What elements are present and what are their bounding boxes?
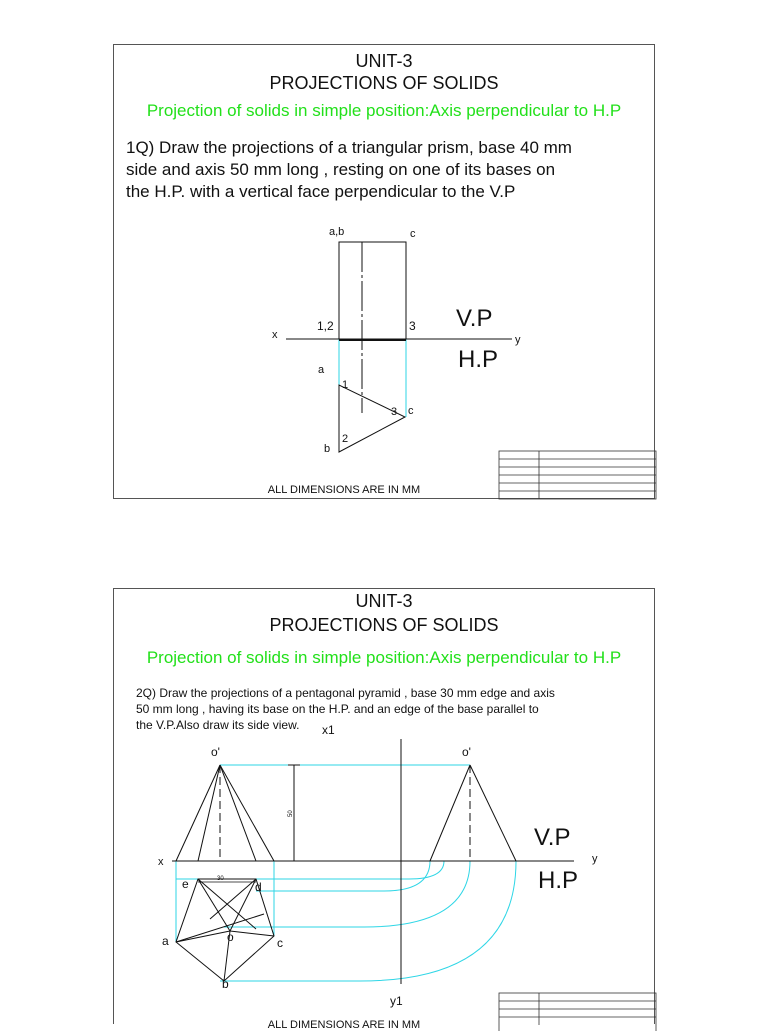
- label-3: 3: [409, 319, 416, 333]
- label-vp: V.P: [534, 824, 571, 851]
- drawing-sheet-1: [113, 44, 655, 499]
- label-c: c: [408, 405, 414, 417]
- label-ab: a,b: [329, 226, 345, 238]
- question-line: the H.P. with a vertical face perpendicular to the V.P: [126, 182, 516, 201]
- question-line: 1Q) Draw the projections of a triangular prism, base 40 mm: [126, 138, 572, 157]
- label-c: c: [277, 936, 283, 950]
- question-line: 2Q) Draw the projections of a pentagonal pyramid , base 30 mm edge and axis: [136, 686, 555, 700]
- label-x: x: [158, 856, 164, 868]
- label-point-3: 3: [391, 406, 398, 418]
- front-view-rectangle: [339, 242, 406, 339]
- label-point-1: 1: [342, 379, 349, 391]
- label-o-side: o': [462, 745, 471, 759]
- sheet-subtitle: Projection of solids in simple position:Axis perpendicular to H.P: [146, 648, 622, 667]
- sheet-subtitle: Projection of solids in simple position:Axis perpendicular to H.P: [146, 101, 622, 120]
- label-hp: H.P: [458, 346, 499, 373]
- label-y: y: [515, 334, 521, 346]
- unit-title: UNIT-3: [355, 591, 413, 611]
- sheet-heading: PROJECTIONS OF SOLIDS: [269, 615, 499, 635]
- drawing-sheet-2: [113, 588, 655, 1031]
- front-view-pyramid: [176, 765, 274, 861]
- dimensions-note: ALL DIMENSIONS ARE IN MM: [267, 1019, 421, 1031]
- side-view-pyramid: [430, 765, 516, 861]
- label-x: x: [272, 329, 278, 341]
- question-line: the V.P.Also draw its side view.: [136, 718, 300, 732]
- label-d: d: [255, 880, 262, 894]
- label-point-2: 2: [342, 433, 349, 445]
- label-dim-50: 50: [288, 810, 294, 817]
- sheet-heading: PROJECTIONS OF SOLIDS: [269, 73, 499, 93]
- label-a: a: [162, 934, 169, 948]
- label-a: a: [318, 364, 325, 376]
- pyramid-projection-drawing: [114, 589, 656, 1025]
- label-hp: H.P: [538, 867, 579, 894]
- label-1-2: 1,2: [317, 319, 334, 333]
- label-o-front: o': [211, 745, 220, 759]
- label-y: y: [592, 853, 598, 865]
- top-view-pentagon: [176, 879, 274, 981]
- question-line: 50 mm long , having its base on the H.P. and an edge of the base parallel to: [136, 702, 539, 716]
- dimensions-note: ALL DIMENSIONS ARE IN MM: [267, 484, 421, 496]
- label-y1: y1: [390, 994, 403, 1008]
- question-line: side and axis 50 mm long , resting on one of its bases on: [126, 160, 556, 179]
- label-dim-30: 30: [217, 876, 224, 882]
- label-x1: x1: [322, 723, 335, 737]
- label-o: o: [227, 930, 234, 944]
- label-c-top: c: [410, 228, 416, 240]
- prism-projection-drawing: [114, 45, 656, 500]
- unit-title: UNIT-3: [355, 51, 413, 71]
- label-vp: V.P: [456, 305, 493, 332]
- label-b: b: [222, 977, 229, 991]
- label-b: b: [324, 443, 331, 455]
- label-e: e: [182, 877, 189, 891]
- top-view-triangle: [339, 385, 405, 452]
